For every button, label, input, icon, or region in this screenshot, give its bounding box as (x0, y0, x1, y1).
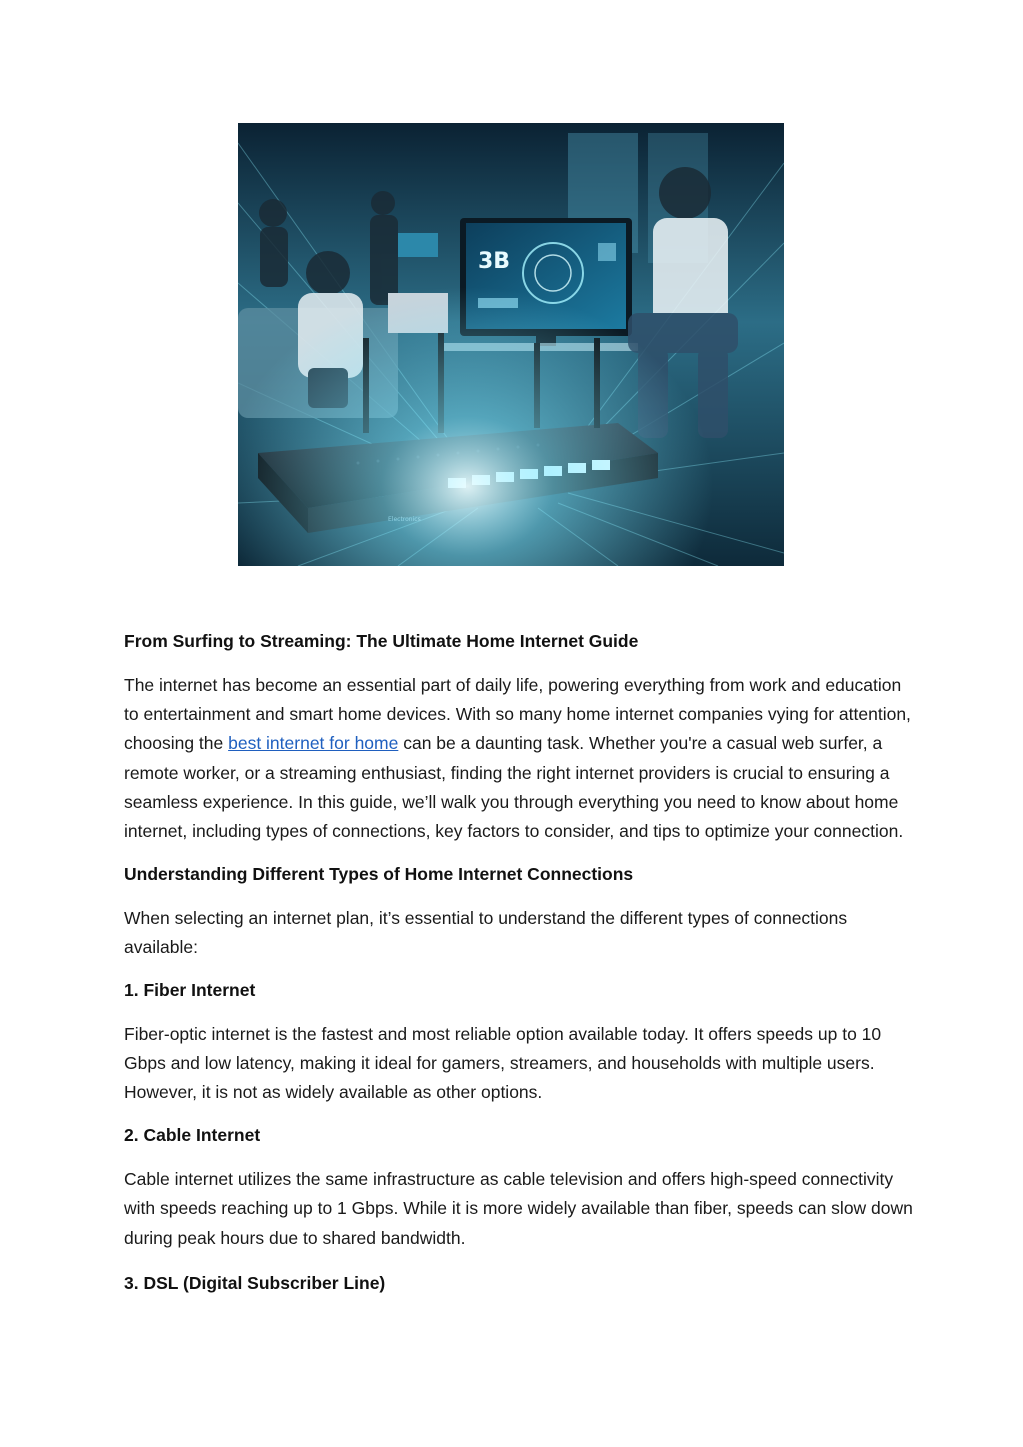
intro-paragraph (124, 671, 914, 846)
dsl-heading: 3. DSL (Digital Subscriber Line) (124, 1272, 386, 1293)
intro-text-before-link: The internet has become an essential part of daily life, powering everything from work and education to entertainment and smart home devices. With so many home internet companies vying for attention, choosing the (124, 675, 911, 754)
types-intro-paragraph: When selecting an internet plan, it’s essential to understand the different types of connections available: (124, 908, 848, 958)
fiber-heading: 1. Fiber Internet (124, 979, 256, 1000)
intro-text-after-link: can be a daunting task. Whether you're a casual web surfer, a remote worker, or a streaming enthusiast, finding the right internet providers is crucial to ensuring a seamless experience. In this guide, we’ll walk you through everything you need to know about home internet, including types of connections, key factors to consider, and tips to optimize your connection. (124, 733, 904, 842)
article-title: From Surfing to Streaming: The Ultimate Home Internet Guide (124, 631, 639, 651)
types-heading: Understanding Different Types of Home Internet Connections (124, 864, 634, 885)
cable-paragraph: Cable internet utilizes the same infrastructure as cable television and offers high-speed connectivity with speeds reaching up to 1 Gbps. While it is more widely available than fiber, speeds can slow down during peak hours due to shared bandwidth. (124, 1169, 913, 1248)
fiber-paragraph: Fiber-optic internet is the fastest and most reliable option available today. It offers speeds up to 10 Gbps and low latency, making it ideal for gamers, streamers, and households with multiple users. However, it is not as widely available as other options. (124, 1023, 882, 1103)
hero-image (238, 123, 784, 566)
best-internet-for-home-link[interactable]: best internet for home (228, 733, 399, 754)
router-hero-illustration-icon (238, 123, 784, 566)
article-body (124, 628, 914, 1296)
cable-heading: 2. Cable Internet (124, 1125, 261, 1146)
